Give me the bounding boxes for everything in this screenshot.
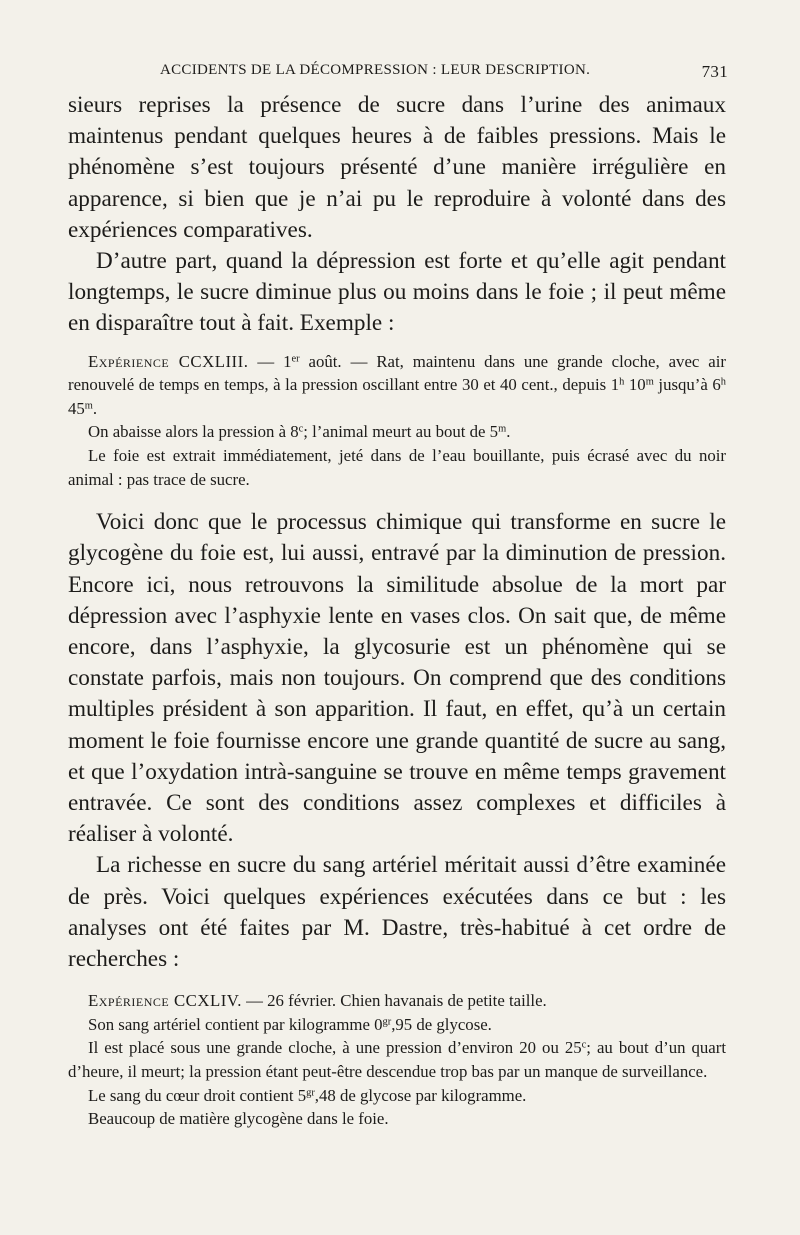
superscript: er (291, 352, 300, 364)
experiment-label: Expérience CCXLIII. (88, 351, 249, 371)
experiment-text: ,48 de glycose par kilogramme. (314, 1085, 527, 1105)
experiment-ccxliv-line-5: Beaucoup de matière glycogène dans le foie. (88, 1109, 389, 1129)
experiment-ccxliii (68, 350, 726, 492)
experiment-text: On abaisse alors la pression à 8 (88, 422, 299, 442)
experiment-text: août. — Rat, maintenu dans une grande cloche, avec air renouvelé de temps en temps, à la pression oscillant entre 30 et 40 cent., depuis 1 (68, 351, 726, 395)
experiment-ccxliv-line-4 (68, 1084, 726, 1108)
experiment-text: Le sang du cœur droit contient 5 (88, 1085, 307, 1105)
running-title: ACCIDENTS DE LA DÉCOMPRESSION : LEUR DESCRIPTION. (160, 62, 591, 78)
experiment-text: ; au bout d’un quart d’heure, il meurt; la pression étant peut-être descendue trop bas par un manque de surveillance. (68, 1038, 726, 1082)
experiment-ccxliii-description (68, 350, 726, 421)
superscript: c (581, 1039, 587, 1051)
experiment-text: ; l’animal meurt au bout de 5 (303, 422, 499, 442)
experiment-text: Il est placé sous une grande cloche, à une pression d’environ 20 ou 25 (88, 1038, 582, 1058)
experiment-ccxliv (68, 989, 726, 1131)
body-text (68, 90, 726, 1131)
experiment-text: . (92, 398, 98, 418)
paragraph-richesse-sucre: La richesse en sucre du sang artériel méritait aussi d’être examinée de près. Voici quelques expériences exécutées dans ce but : les analyses ont été faites par M. Dastre, très-habitué à cet ordre de recherches : (68, 852, 726, 973)
experiment-ccxliii-line-3: Le foie est extrait immédiatement, jeté dans de l’eau bouillante, puis écrasé avec du noir animal : pas trace de sucre. (68, 446, 726, 489)
experiment-text: ,95 de glycose. (391, 1014, 492, 1034)
paragraph-continuation: sieurs reprises la présence de sucre dans l’urine des animaux maintenus pendant quelques heures à de faibles pressions. Mais le phénomène s’est toujours présenté d’une manière irrégulière en apparence, si bien que je n’ai pu le reproduire à volonté dans des expériences comparatives. (68, 92, 726, 243)
paragraph-processus-chimique: Voici donc que le processus chimique qui transforme en sucre le glycogène du foie est, lui aussi, entravé par la diminution de pression. Encore ici, nous retrouvons la similitude absolue de la mort par dépression avec l’asphyxie lente en vases clos. On sait que, de même encore, dans l’asphyxie, la glycosurie est un phénomène qui se constate parfois, mais non toujours. On comprend que des conditions multiples président à son apparition. Il faut, en effet, qu’à un certain moment le foie fournisse encore une grande quantité de sucre au sang, et que l’oxydation intrà-sanguine se trouve en même temps gravement entravée. Ce sont des conditions assez complexes et difficiles à réaliser à volonté. (68, 509, 726, 848)
experiment-text: 10 (624, 375, 646, 395)
experiment-ccxliv-line-2 (68, 1013, 726, 1037)
experiment-ccxliv-line-1 (68, 989, 726, 1013)
paragraph-depression-forte: D’autre part, quand la dépression est forte et qu’elle agit pendant longtemps, le sucre diminue plus ou moins dans le foie ; il peut même en disparaître tout à fait. Exemple : (68, 248, 726, 337)
experiment-text: Son sang artériel contient par kilogramme 0 (88, 1014, 383, 1034)
experiment-ccxliv-line-3 (68, 1036, 726, 1083)
experiment-text: 45 (68, 398, 85, 418)
superscript: m (84, 400, 93, 412)
superscript: h (619, 376, 625, 388)
superscript: m (498, 423, 507, 435)
experiment-label: Expérience CCXLIV. (88, 991, 242, 1011)
running-head (70, 62, 728, 84)
experiment-text: — 26 février. Chien havanais de petite taille. (241, 991, 547, 1011)
superscript: gr (306, 1086, 315, 1098)
page-number: 731 (701, 62, 728, 81)
experiment-text: — 1 (248, 351, 292, 371)
experiment-text: . (506, 422, 511, 442)
experiment-text: jusqu’à 6 (653, 375, 721, 395)
superscript: h (720, 376, 726, 388)
superscript: c (298, 423, 304, 435)
superscript: gr (382, 1016, 392, 1028)
superscript: m (645, 376, 654, 388)
experiment-ccxliii-line-2 (68, 420, 726, 444)
